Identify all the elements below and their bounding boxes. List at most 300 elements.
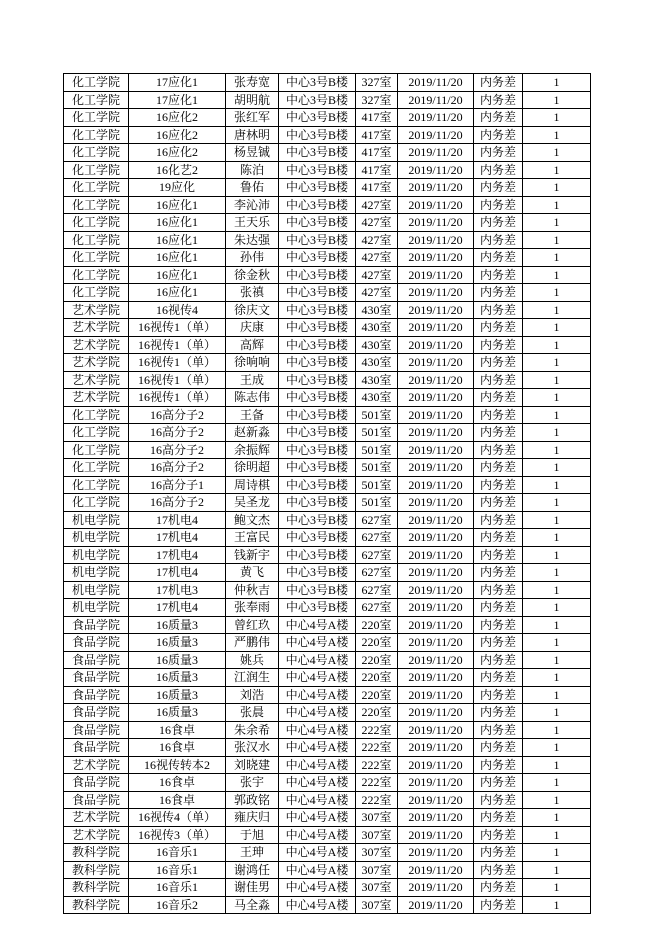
cell-room[interactable]: 501室 [356, 459, 398, 477]
table-row[interactable] [64, 809, 591, 827]
cell-building[interactable]: 中心4号A楼 [279, 879, 356, 897]
cell-college[interactable]: 食品学院 [64, 686, 129, 704]
cell-date[interactable]: 2019/11/20 [398, 774, 474, 792]
table-row[interactable] [64, 844, 591, 862]
cell-count[interactable]: 1 [523, 179, 591, 197]
cell-room[interactable]: 220室 [356, 616, 398, 634]
cell-class[interactable]: 16应化1 [129, 284, 226, 302]
cell-reason[interactable]: 内务差 [474, 721, 523, 739]
cell-class[interactable]: 16视传1（单） [129, 389, 226, 407]
cell-room[interactable]: 220室 [356, 634, 398, 652]
cell-class[interactable]: 16高分子2 [129, 441, 226, 459]
cell-college[interactable]: 艺术学院 [64, 319, 129, 337]
cell-date[interactable]: 2019/11/20 [398, 266, 474, 284]
table-row[interactable] [64, 459, 591, 477]
cell-room[interactable]: 327室 [356, 74, 398, 92]
cell-class[interactable]: 19应化 [129, 179, 226, 197]
cell-name[interactable]: 余振辉 [226, 441, 279, 459]
cell-reason[interactable]: 内务差 [474, 546, 523, 564]
table-row[interactable] [64, 634, 591, 652]
cell-class[interactable]: 16视传1（单） [129, 371, 226, 389]
cell-room[interactable]: 627室 [356, 546, 398, 564]
cell-building[interactable]: 中心4号A楼 [279, 896, 356, 914]
cell-count[interactable]: 1 [523, 389, 591, 407]
cell-room[interactable]: 627室 [356, 599, 398, 617]
cell-count[interactable]: 1 [523, 809, 591, 827]
table-row[interactable] [64, 686, 591, 704]
cell-name[interactable]: 黄飞 [226, 564, 279, 582]
cell-building[interactable]: 中心3号B楼 [279, 161, 356, 179]
cell-class[interactable]: 16应化1 [129, 196, 226, 214]
cell-room[interactable]: 627室 [356, 529, 398, 547]
cell-building[interactable]: 中心3号B楼 [279, 336, 356, 354]
cell-date[interactable]: 2019/11/20 [398, 126, 474, 144]
cell-class[interactable]: 16音乐1 [129, 861, 226, 879]
cell-room[interactable]: 307室 [356, 826, 398, 844]
cell-building[interactable]: 中心3号B楼 [279, 74, 356, 92]
cell-count[interactable]: 1 [523, 336, 591, 354]
table-row[interactable] [64, 669, 591, 687]
table-row[interactable] [64, 371, 591, 389]
cell-building[interactable]: 中心4号A楼 [279, 844, 356, 862]
cell-reason[interactable]: 内务差 [474, 704, 523, 722]
cell-date[interactable]: 2019/11/20 [398, 441, 474, 459]
cell-college[interactable]: 化工学院 [64, 424, 129, 442]
cell-name[interactable]: 谢佳男 [226, 879, 279, 897]
cell-building[interactable]: 中心3号B楼 [279, 179, 356, 197]
cell-room[interactable]: 222室 [356, 756, 398, 774]
cell-building[interactable]: 中心3号B楼 [279, 389, 356, 407]
cell-count[interactable]: 1 [523, 826, 591, 844]
table-row[interactable] [64, 774, 591, 792]
table-row[interactable] [64, 494, 591, 512]
table-row[interactable] [64, 651, 591, 669]
cell-college[interactable]: 食品学院 [64, 774, 129, 792]
cell-building[interactable]: 中心3号B楼 [279, 91, 356, 109]
cell-reason[interactable]: 内务差 [474, 301, 523, 319]
cell-count[interactable]: 1 [523, 406, 591, 424]
cell-name[interactable]: 张宇 [226, 774, 279, 792]
cell-date[interactable]: 2019/11/20 [398, 686, 474, 704]
cell-building[interactable]: 中心3号B楼 [279, 511, 356, 529]
cell-date[interactable]: 2019/11/20 [398, 756, 474, 774]
cell-name[interactable]: 刘浩 [226, 686, 279, 704]
cell-count[interactable]: 1 [523, 896, 591, 914]
cell-class[interactable]: 17应化1 [129, 74, 226, 92]
cell-college[interactable]: 化工学院 [64, 109, 129, 127]
cell-date[interactable]: 2019/11/20 [398, 651, 474, 669]
cell-room[interactable]: 427室 [356, 214, 398, 232]
table-row[interactable] [64, 266, 591, 284]
cell-name[interactable]: 马全淼 [226, 896, 279, 914]
cell-room[interactable]: 222室 [356, 721, 398, 739]
table-row[interactable] [64, 406, 591, 424]
cell-reason[interactable]: 内务差 [474, 686, 523, 704]
cell-name[interactable]: 王珅 [226, 844, 279, 862]
cell-date[interactable]: 2019/11/20 [398, 721, 474, 739]
cell-count[interactable]: 1 [523, 529, 591, 547]
cell-date[interactable]: 2019/11/20 [398, 616, 474, 634]
cell-date[interactable]: 2019/11/20 [398, 791, 474, 809]
cell-count[interactable]: 1 [523, 564, 591, 582]
cell-building[interactable]: 中心3号B楼 [279, 126, 356, 144]
cell-date[interactable]: 2019/11/20 [398, 179, 474, 197]
cell-name[interactable]: 朱达强 [226, 231, 279, 249]
cell-date[interactable]: 2019/11/20 [398, 861, 474, 879]
cell-count[interactable]: 1 [523, 721, 591, 739]
cell-building[interactable]: 中心3号B楼 [279, 144, 356, 162]
cell-class[interactable]: 16应化2 [129, 144, 226, 162]
cell-college[interactable]: 机电学院 [64, 599, 129, 617]
cell-room[interactable]: 417室 [356, 109, 398, 127]
cell-room[interactable]: 417室 [356, 144, 398, 162]
cell-building[interactable]: 中心4号A楼 [279, 739, 356, 757]
table-row[interactable] [64, 319, 591, 337]
cell-count[interactable]: 1 [523, 284, 591, 302]
cell-name[interactable]: 张禛 [226, 284, 279, 302]
table-row[interactable] [64, 284, 591, 302]
cell-name[interactable]: 杨昱铖 [226, 144, 279, 162]
cell-class[interactable]: 16高分子2 [129, 424, 226, 442]
table-row[interactable] [64, 546, 591, 564]
cell-count[interactable]: 1 [523, 704, 591, 722]
cell-room[interactable]: 222室 [356, 774, 398, 792]
cell-class[interactable]: 16高分子2 [129, 494, 226, 512]
table-row[interactable] [64, 126, 591, 144]
cell-room[interactable]: 430室 [356, 301, 398, 319]
cell-count[interactable]: 1 [523, 91, 591, 109]
cell-count[interactable]: 1 [523, 74, 591, 92]
cell-reason[interactable]: 内务差 [474, 651, 523, 669]
cell-college[interactable]: 化工学院 [64, 494, 129, 512]
cell-name[interactable]: 陈志伟 [226, 389, 279, 407]
cell-count[interactable]: 1 [523, 371, 591, 389]
cell-class[interactable]: 16视传1（单） [129, 319, 226, 337]
cell-date[interactable]: 2019/11/20 [398, 424, 474, 442]
cell-building[interactable]: 中心3号B楼 [279, 529, 356, 547]
cell-count[interactable]: 1 [523, 686, 591, 704]
cell-college[interactable]: 教科学院 [64, 861, 129, 879]
cell-room[interactable]: 427室 [356, 284, 398, 302]
cell-college[interactable]: 艺术学院 [64, 389, 129, 407]
cell-building[interactable]: 中心3号B楼 [279, 371, 356, 389]
cell-college[interactable]: 化工学院 [64, 459, 129, 477]
cell-count[interactable]: 1 [523, 459, 591, 477]
cell-date[interactable]: 2019/11/20 [398, 494, 474, 512]
cell-count[interactable]: 1 [523, 161, 591, 179]
cell-name[interactable]: 郭政铭 [226, 791, 279, 809]
table-row[interactable] [64, 389, 591, 407]
cell-college[interactable]: 机电学院 [64, 529, 129, 547]
cell-date[interactable]: 2019/11/20 [398, 564, 474, 582]
cell-date[interactable]: 2019/11/20 [398, 669, 474, 687]
table-row[interactable] [64, 756, 591, 774]
cell-college[interactable]: 机电学院 [64, 546, 129, 564]
cell-room[interactable]: 417室 [356, 179, 398, 197]
cell-name[interactable]: 唐林明 [226, 126, 279, 144]
cell-name[interactable]: 王成 [226, 371, 279, 389]
cell-date[interactable]: 2019/11/20 [398, 371, 474, 389]
cell-reason[interactable]: 内务差 [474, 669, 523, 687]
cell-college[interactable]: 机电学院 [64, 564, 129, 582]
cell-class[interactable]: 16化艺2 [129, 161, 226, 179]
cell-reason[interactable]: 内务差 [474, 756, 523, 774]
cell-building[interactable]: 中心3号B楼 [279, 301, 356, 319]
cell-count[interactable]: 1 [523, 476, 591, 494]
cell-building[interactable]: 中心3号B楼 [279, 494, 356, 512]
table-row[interactable] [64, 581, 591, 599]
cell-room[interactable]: 327室 [356, 91, 398, 109]
cell-date[interactable]: 2019/11/20 [398, 809, 474, 827]
cell-building[interactable]: 中心4号A楼 [279, 809, 356, 827]
cell-class[interactable]: 16视传4 [129, 301, 226, 319]
cell-name[interactable]: 徐明超 [226, 459, 279, 477]
cell-reason[interactable]: 内务差 [474, 406, 523, 424]
cell-count[interactable]: 1 [523, 441, 591, 459]
cell-college[interactable]: 机电学院 [64, 511, 129, 529]
cell-reason[interactable]: 内务差 [474, 459, 523, 477]
cell-class[interactable]: 17机电4 [129, 529, 226, 547]
cell-reason[interactable]: 内务差 [474, 844, 523, 862]
cell-count[interactable]: 1 [523, 126, 591, 144]
cell-reason[interactable]: 内务差 [474, 529, 523, 547]
cell-building[interactable]: 中心4号A楼 [279, 651, 356, 669]
cell-class[interactable]: 17机电3 [129, 581, 226, 599]
cell-date[interactable]: 2019/11/20 [398, 249, 474, 267]
cell-date[interactable]: 2019/11/20 [398, 826, 474, 844]
cell-class[interactable]: 16食卓 [129, 791, 226, 809]
cell-name[interactable]: 严鹏伟 [226, 634, 279, 652]
cell-reason[interactable]: 内务差 [474, 214, 523, 232]
cell-building[interactable]: 中心3号B楼 [279, 284, 356, 302]
cell-college[interactable]: 艺术学院 [64, 371, 129, 389]
cell-college[interactable]: 化工学院 [64, 476, 129, 494]
cell-date[interactable]: 2019/11/20 [398, 301, 474, 319]
cell-date[interactable]: 2019/11/20 [398, 546, 474, 564]
cell-building[interactable]: 中心4号A楼 [279, 669, 356, 687]
cell-count[interactable]: 1 [523, 756, 591, 774]
cell-class[interactable]: 16应化1 [129, 231, 226, 249]
cell-room[interactable]: 220室 [356, 704, 398, 722]
table-row[interactable] [64, 179, 591, 197]
cell-class[interactable]: 16质量3 [129, 686, 226, 704]
cell-class[interactable]: 16质量3 [129, 669, 226, 687]
cell-count[interactable]: 1 [523, 669, 591, 687]
cell-name[interactable]: 鲍文杰 [226, 511, 279, 529]
cell-building[interactable]: 中心3号B楼 [279, 319, 356, 337]
cell-name[interactable]: 李沁沛 [226, 196, 279, 214]
cell-count[interactable]: 1 [523, 634, 591, 652]
cell-college[interactable]: 化工学院 [64, 406, 129, 424]
cell-name[interactable]: 仲秋吉 [226, 581, 279, 599]
cell-building[interactable]: 中心3号B楼 [279, 546, 356, 564]
cell-room[interactable]: 307室 [356, 861, 398, 879]
cell-college[interactable]: 艺术学院 [64, 336, 129, 354]
cell-count[interactable]: 1 [523, 144, 591, 162]
table-row[interactable] [64, 616, 591, 634]
cell-class[interactable]: 16应化1 [129, 266, 226, 284]
cell-college[interactable]: 化工学院 [64, 266, 129, 284]
table-row[interactable] [64, 109, 591, 127]
cell-date[interactable]: 2019/11/20 [398, 74, 474, 92]
table-row[interactable] [64, 896, 591, 914]
cell-class[interactable]: 16应化1 [129, 249, 226, 267]
cell-reason[interactable]: 内务差 [474, 896, 523, 914]
cell-class[interactable]: 16视传1（单） [129, 336, 226, 354]
cell-count[interactable]: 1 [523, 266, 591, 284]
cell-reason[interactable]: 内务差 [474, 634, 523, 652]
cell-room[interactable]: 427室 [356, 196, 398, 214]
table-row[interactable] [64, 861, 591, 879]
cell-room[interactable]: 501室 [356, 494, 398, 512]
cell-college[interactable]: 化工学院 [64, 231, 129, 249]
cell-college[interactable]: 教科学院 [64, 844, 129, 862]
cell-class[interactable]: 16高分子2 [129, 406, 226, 424]
cell-date[interactable]: 2019/11/20 [398, 91, 474, 109]
cell-class[interactable]: 16食卓 [129, 774, 226, 792]
cell-count[interactable]: 1 [523, 581, 591, 599]
cell-name[interactable]: 张红军 [226, 109, 279, 127]
cell-reason[interactable]: 内务差 [474, 441, 523, 459]
cell-reason[interactable]: 内务差 [474, 389, 523, 407]
cell-class[interactable]: 16质量3 [129, 651, 226, 669]
cell-date[interactable]: 2019/11/20 [398, 511, 474, 529]
cell-reason[interactable]: 内务差 [474, 494, 523, 512]
cell-date[interactable]: 2019/11/20 [398, 599, 474, 617]
cell-name[interactable]: 雍庆归 [226, 809, 279, 827]
table-row[interactable] [64, 214, 591, 232]
cell-count[interactable]: 1 [523, 791, 591, 809]
cell-college[interactable]: 食品学院 [64, 651, 129, 669]
cell-reason[interactable]: 内务差 [474, 599, 523, 617]
cell-reason[interactable]: 内务差 [474, 109, 523, 127]
table-row[interactable] [64, 564, 591, 582]
table-row[interactable] [64, 879, 591, 897]
cell-college[interactable]: 化工学院 [64, 91, 129, 109]
cell-count[interactable]: 1 [523, 231, 591, 249]
cell-count[interactable]: 1 [523, 196, 591, 214]
table-row[interactable] [64, 511, 591, 529]
cell-date[interactable]: 2019/11/20 [398, 196, 474, 214]
cell-name[interactable]: 曾红玖 [226, 616, 279, 634]
cell-college[interactable]: 食品学院 [64, 721, 129, 739]
table-row[interactable] [64, 529, 591, 547]
cell-reason[interactable]: 内务差 [474, 879, 523, 897]
cell-room[interactable]: 307室 [356, 879, 398, 897]
cell-class[interactable]: 16质量3 [129, 704, 226, 722]
cell-name[interactable]: 张汉水 [226, 739, 279, 757]
table-row[interactable] [64, 301, 591, 319]
table-row[interactable] [64, 599, 591, 617]
cell-date[interactable]: 2019/11/20 [398, 214, 474, 232]
cell-count[interactable]: 1 [523, 354, 591, 372]
cell-name[interactable]: 刘晓建 [226, 756, 279, 774]
cell-building[interactable]: 中心4号A楼 [279, 686, 356, 704]
cell-name[interactable]: 周诗棋 [226, 476, 279, 494]
cell-room[interactable]: 220室 [356, 669, 398, 687]
cell-date[interactable]: 2019/11/20 [398, 459, 474, 477]
cell-name[interactable]: 张晨 [226, 704, 279, 722]
cell-building[interactable]: 中心3号B楼 [279, 109, 356, 127]
cell-room[interactable]: 307室 [356, 809, 398, 827]
table-row[interactable] [64, 826, 591, 844]
cell-reason[interactable]: 内务差 [474, 284, 523, 302]
cell-reason[interactable]: 内务差 [474, 354, 523, 372]
cell-class[interactable]: 16应化2 [129, 126, 226, 144]
table-row[interactable] [64, 231, 591, 249]
cell-count[interactable]: 1 [523, 599, 591, 617]
cell-room[interactable]: 307室 [356, 844, 398, 862]
cell-reason[interactable]: 内务差 [474, 231, 523, 249]
cell-building[interactable]: 中心3号B楼 [279, 599, 356, 617]
cell-college[interactable]: 艺术学院 [64, 756, 129, 774]
cell-college[interactable]: 艺术学院 [64, 301, 129, 319]
cell-count[interactable]: 1 [523, 651, 591, 669]
cell-building[interactable]: 中心3号B楼 [279, 196, 356, 214]
cell-reason[interactable]: 内务差 [474, 371, 523, 389]
cell-reason[interactable]: 内务差 [474, 809, 523, 827]
cell-name[interactable]: 钱新宇 [226, 546, 279, 564]
cell-class[interactable]: 16高分子1 [129, 476, 226, 494]
cell-college[interactable]: 食品学院 [64, 669, 129, 687]
cell-class[interactable]: 16食卓 [129, 721, 226, 739]
cell-name[interactable]: 庆康 [226, 319, 279, 337]
cell-reason[interactable]: 内务差 [474, 74, 523, 92]
cell-reason[interactable]: 内务差 [474, 91, 523, 109]
cell-reason[interactable]: 内务差 [474, 826, 523, 844]
cell-date[interactable]: 2019/11/20 [398, 319, 474, 337]
cell-count[interactable]: 1 [523, 616, 591, 634]
cell-building[interactable]: 中心4号A楼 [279, 756, 356, 774]
cell-room[interactable]: 222室 [356, 739, 398, 757]
cell-reason[interactable]: 内务差 [474, 739, 523, 757]
cell-room[interactable]: 427室 [356, 266, 398, 284]
cell-building[interactable]: 中心4号A楼 [279, 826, 356, 844]
cell-class[interactable]: 16视传4（单） [129, 809, 226, 827]
cell-room[interactable]: 220室 [356, 651, 398, 669]
cell-building[interactable]: 中心4号A楼 [279, 704, 356, 722]
cell-count[interactable]: 1 [523, 319, 591, 337]
cell-building[interactable]: 中心3号B楼 [279, 249, 356, 267]
cell-building[interactable]: 中心3号B楼 [279, 424, 356, 442]
table-row[interactable] [64, 91, 591, 109]
cell-name[interactable]: 于旭 [226, 826, 279, 844]
cell-class[interactable]: 16视传1（单） [129, 354, 226, 372]
cell-room[interactable]: 220室 [356, 686, 398, 704]
cell-college[interactable]: 艺术学院 [64, 354, 129, 372]
cell-college[interactable]: 食品学院 [64, 634, 129, 652]
cell-class[interactable]: 16食卓 [129, 739, 226, 757]
cell-building[interactable]: 中心3号B楼 [279, 476, 356, 494]
cell-college[interactable]: 艺术学院 [64, 826, 129, 844]
cell-name[interactable]: 江润生 [226, 669, 279, 687]
cell-building[interactable]: 中心3号B楼 [279, 406, 356, 424]
cell-building[interactable]: 中心3号B楼 [279, 441, 356, 459]
cell-name[interactable]: 胡明航 [226, 91, 279, 109]
table-row[interactable] [64, 476, 591, 494]
cell-class[interactable]: 16高分子2 [129, 459, 226, 477]
cell-name[interactable]: 王天乐 [226, 214, 279, 232]
table-row[interactable] [64, 424, 591, 442]
cell-room[interactable]: 417室 [356, 126, 398, 144]
cell-college[interactable]: 化工学院 [64, 126, 129, 144]
cell-count[interactable]: 1 [523, 879, 591, 897]
cell-name[interactable]: 高辉 [226, 336, 279, 354]
cell-count[interactable]: 1 [523, 546, 591, 564]
cell-date[interactable]: 2019/11/20 [398, 844, 474, 862]
cell-room[interactable]: 627室 [356, 581, 398, 599]
cell-reason[interactable]: 内务差 [474, 319, 523, 337]
